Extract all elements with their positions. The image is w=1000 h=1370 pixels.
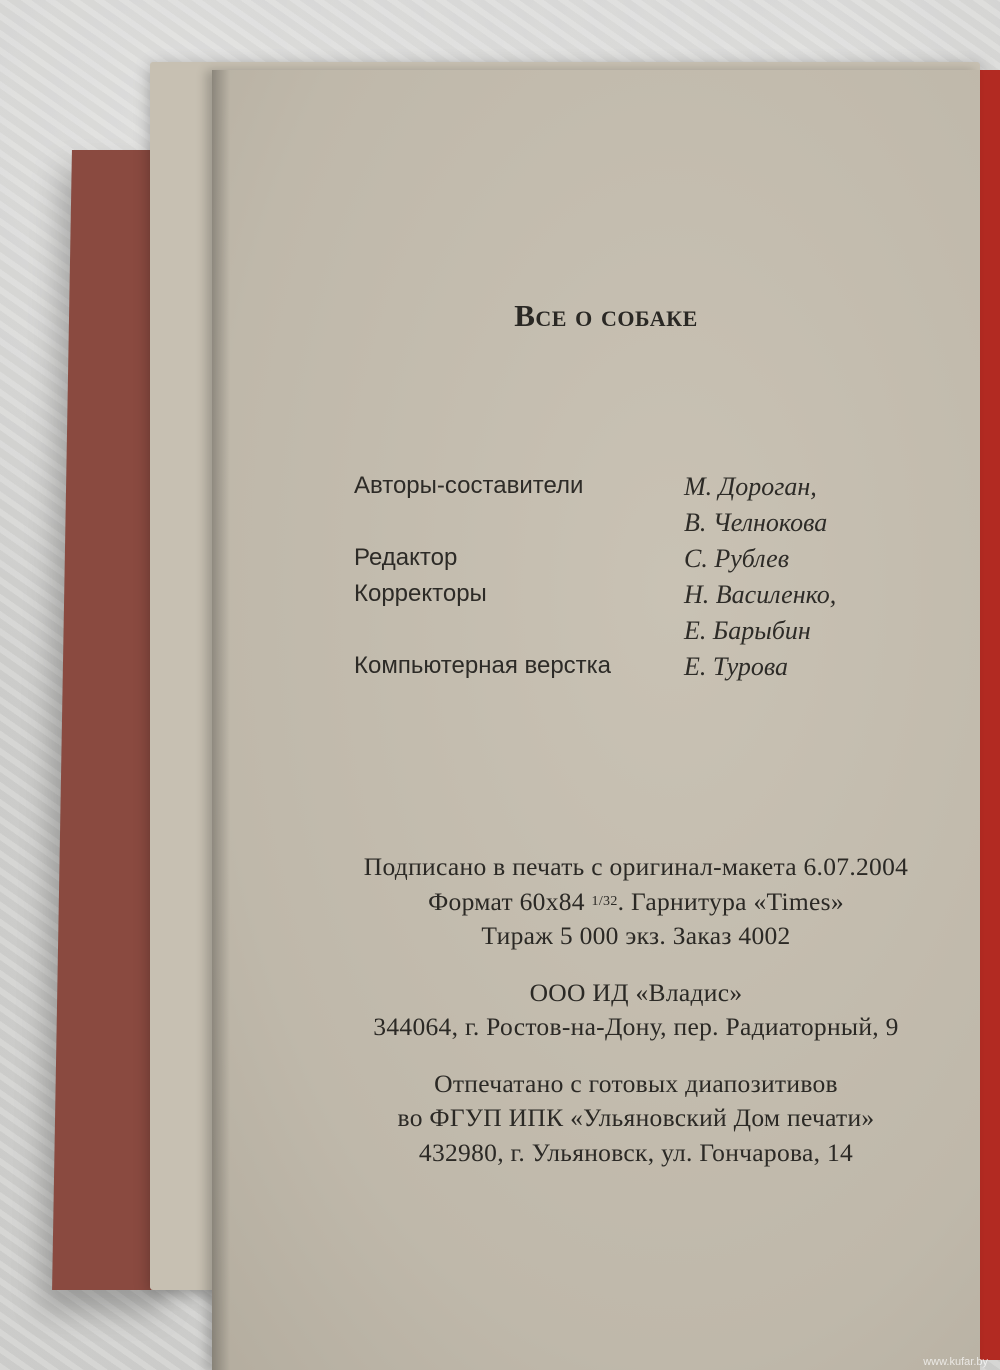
credit-row [354, 472, 934, 508]
spine-shadow [212, 70, 230, 1370]
imprint-block [252, 850, 1000, 1192]
printer-info [252, 1067, 1000, 1171]
book-title: Все о собаке [514, 298, 698, 333]
credit-name: Е. Барыбин [684, 616, 811, 645]
credit-name: В. Челнокова [684, 508, 828, 537]
credit-row [354, 508, 934, 544]
watermark: www.kufar.by [923, 1356, 988, 1368]
signed-line: Подписано в печать с оригинал-макета 6.07.2004 [363, 852, 909, 881]
credit-role: Редактор [354, 544, 458, 571]
credit-name: Н. Василенко, [684, 580, 837, 609]
credit-name: М. Дороган, [684, 472, 817, 501]
book-page [212, 70, 980, 1370]
credit-row [354, 616, 934, 652]
publisher-name: ООО ИД «Владис» [529, 977, 743, 1007]
format-prefix: Формат 60x84 [428, 886, 592, 916]
credit-row [354, 580, 934, 616]
printer-line-1: Отпечатано с готовых диапозитивов [434, 1068, 838, 1098]
credit-name: С. Рублев [684, 544, 790, 573]
print-info [252, 850, 1000, 954]
credit-row [354, 652, 934, 688]
printer-line-2: во ФГУП ИПК «Ульяновский Дом печати» [397, 1103, 875, 1132]
publisher-info [252, 976, 1000, 1045]
credit-role: Корректоры [354, 580, 487, 607]
credit-name: Е. Турова [684, 652, 789, 681]
printer-address: 432980, г. Ульяновск, ул. Гончарова, 14 [418, 1137, 854, 1167]
credit-row [354, 544, 934, 580]
run-line: Тираж 5 000 экз. Заказ 4002 [481, 921, 791, 950]
format-line [252, 885, 1000, 920]
credit-role: Компьютерная верстка [354, 652, 612, 679]
credits-list [354, 472, 934, 688]
credit-role: Авторы-составители [354, 472, 584, 499]
format-suffix: . Гарнитура «Times» [617, 886, 844, 916]
format-fraction: 1/32 [591, 893, 618, 909]
publisher-address: 344064, г. Ростов-на-Дону, пер. Радиаторный, 9 [373, 1012, 899, 1041]
